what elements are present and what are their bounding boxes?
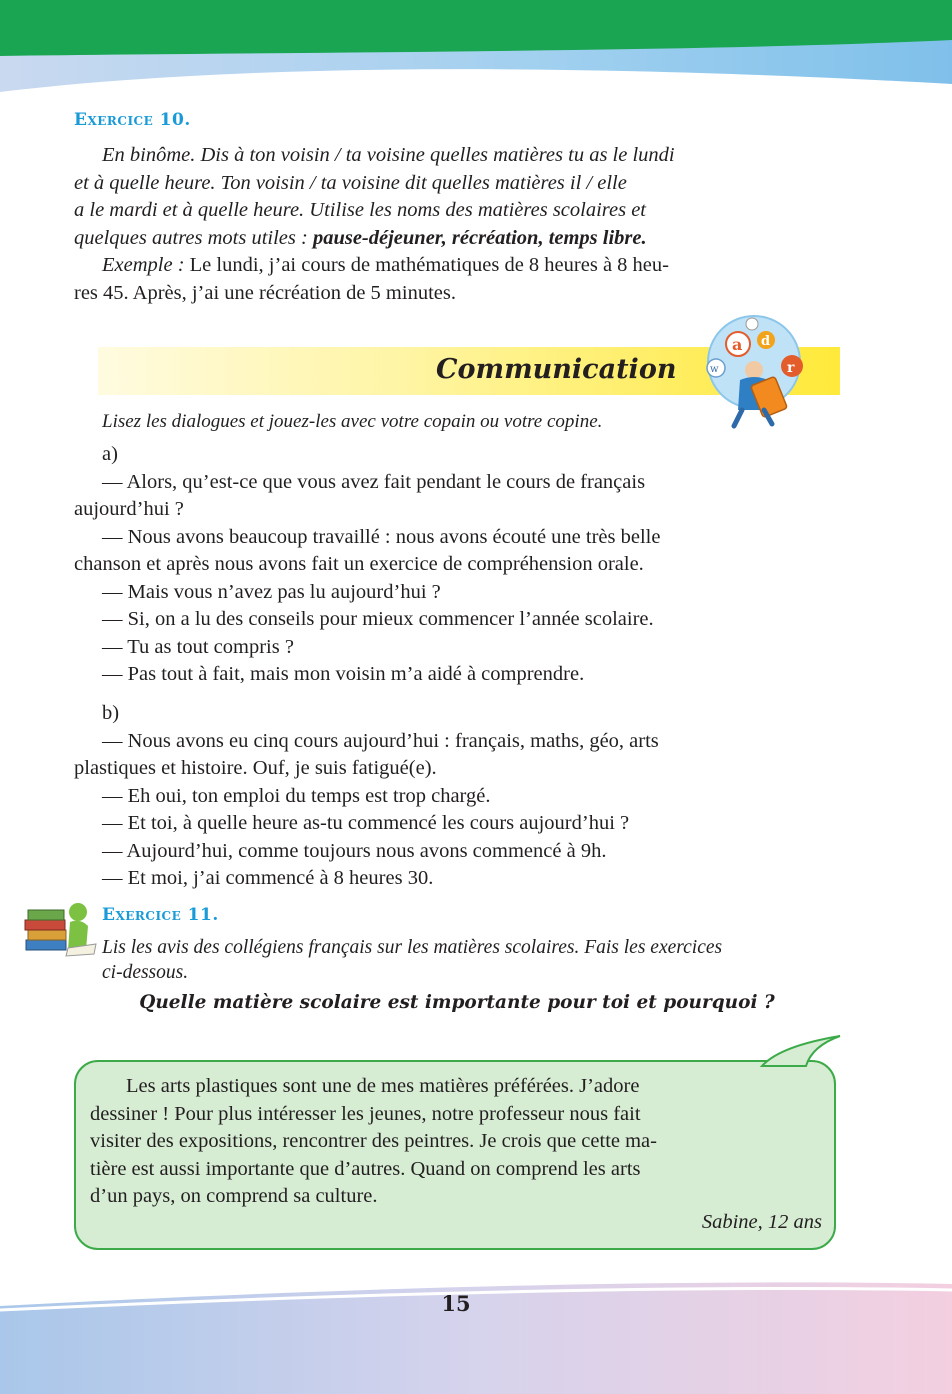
opinion-line: Les arts plastiques sont une de mes matières préférées. J’adore	[126, 1075, 640, 1097]
dialogue-line: — Tu as tout compris ?	[102, 635, 294, 658]
dialogue-label: a)	[102, 443, 118, 465]
dialogue-label: b)	[102, 702, 120, 724]
dialogue-b	[74, 700, 840, 893]
dialogue-line: — Mais vous n’avez pas lu aujourd’hui ?	[102, 580, 441, 603]
example-line: res 45. Après, j’ai une récréation de 5 minutes.	[74, 281, 456, 304]
opinion-line: dessiner ! Pour plus intéresser les jeunes, notre professeur nous fait	[90, 1102, 641, 1125]
opinion-line: tière est aussi importante que d’autres. Quand on comprend les arts	[90, 1157, 641, 1180]
exercise-10-instruction	[74, 142, 840, 307]
dialogue-line: — Eh oui, ton emploi du temps est trop chargé.	[102, 784, 491, 807]
useful-words: pause-déjeuner, récréation, temps libre.	[312, 226, 647, 249]
communication-instruction	[74, 408, 840, 436]
dialogue-line: aujourd’hui ?	[74, 498, 184, 520]
opinion-signature: Sabine, 12 ans	[701, 1211, 822, 1233]
dialogue-line: chanson et après nous avons fait un exercice de compréhension orale.	[74, 553, 644, 575]
exercise-11-instruction	[102, 935, 840, 985]
dialogue-line: — Pas tout à fait, mais mon voisin m’a aidé à comprendre.	[102, 663, 585, 685]
example-line	[74, 252, 840, 280]
dialogue-line: plastiques et histoire. Ouf, je suis fatigué(e).	[74, 757, 437, 779]
opinion-text	[90, 1073, 822, 1211]
dialogue-line: — Alors, qu’est-ce que vous avez fait pendant le cours de français	[102, 470, 646, 493]
instruction-line: Lis les avis des collégiens français sur les matières scolaires. Fais les exercices	[102, 937, 723, 958]
dialogue-line: — Aujourd’hui, comme toujours nous avons commencé à 9h.	[102, 839, 607, 862]
dialogue-line: — Et moi, j’ai commencé à 8 heures 30.	[102, 867, 434, 889]
instruction-line: et à quelle heure. Ton voisin / ta voisine dit quelles matières il / elle	[74, 171, 627, 194]
svg-text:w: w	[710, 364, 719, 375]
books-reader-icon	[22, 900, 98, 958]
exercise-10	[74, 110, 840, 130]
discussion-question: Quelle matière scolaire est importante pour toi et pourquoi ?	[139, 992, 775, 1013]
dialogue-line: — Nous avons beaucoup travaillé : nous avons écouté une très belle	[102, 525, 661, 548]
opinion-line: d’un pays, on comprend sa culture.	[90, 1185, 378, 1207]
speech-bubble-tail	[760, 1032, 842, 1068]
svg-text:r: r	[787, 360, 795, 376]
header-band	[0, 0, 952, 100]
exercise-10-title: Exercice 10.	[74, 110, 191, 130]
instruction-text: quelques autres mots utiles :	[74, 226, 313, 249]
dialogue-a	[74, 441, 840, 689]
footer-band	[0, 1270, 952, 1394]
dialogue-line: — Si, on a lu des conseils pour mieux commencer l’année scolaire.	[102, 608, 654, 630]
page-number: 15	[441, 1291, 471, 1316]
exercise-11-title: Exercice 11.	[102, 905, 219, 925]
instruction-line: En binôme. Dis à ton voisin / ta voisine quelles matières tu as le lundi	[102, 144, 675, 166]
instruction-line: ci-dessous.	[102, 962, 189, 983]
opinion-line: visiter des expositions, rencontrer des peintres. Je crois que cette ma-	[90, 1130, 657, 1152]
communication-title: Communication	[436, 354, 677, 385]
communication-instruction-text: Lisez les dialogues et jouez-les avec votre copain ou votre copine.	[102, 411, 603, 432]
svg-text:a: a	[732, 335, 743, 354]
instruction-line	[74, 225, 840, 253]
dialogue-line: — Nous avons eu cinq cours aujourd’hui : français, maths, géo, arts	[102, 729, 659, 752]
example-label: Exemple :	[102, 254, 185, 276]
instruction-line: a le mardi et à quelle heure. Utilise les noms des matières scolaires et	[74, 199, 646, 221]
svg-text:d: d	[761, 334, 771, 349]
exercise-11	[102, 905, 842, 925]
dialogue-line: — Et toi, à quelle heure as-tu commencé les cours aujourd’hui ?	[102, 812, 630, 834]
example-text: Le lundi, j’ai cours de mathématiques de 8 heures à 8 heu-	[184, 254, 669, 276]
